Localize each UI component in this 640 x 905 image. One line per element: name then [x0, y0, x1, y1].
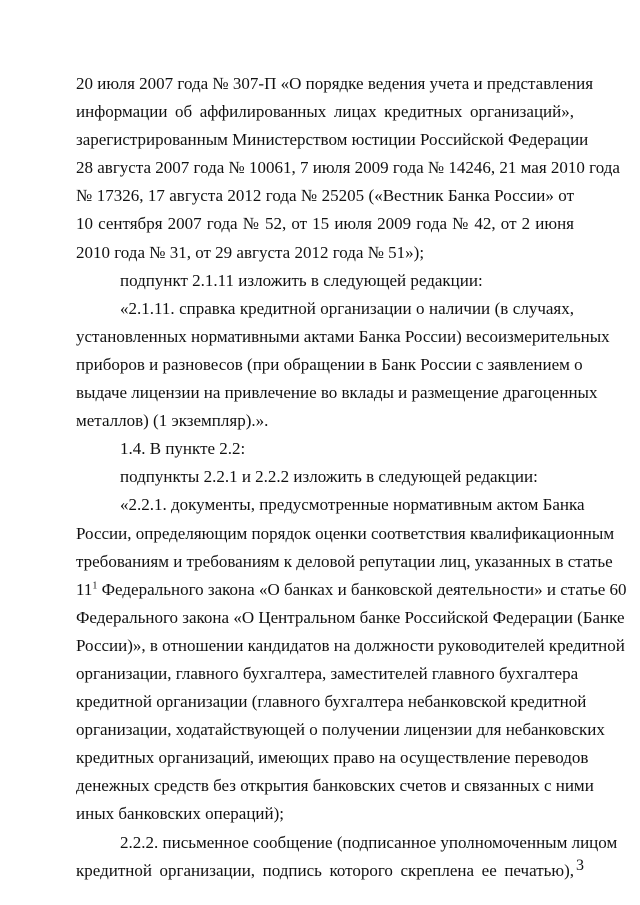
text-line: 20 июля 2007 года № 307-П «О порядке ведения учета и представления — [76, 74, 594, 93]
text-line: иных банковских операций); — [76, 804, 285, 824]
article-line-rest: Федерального закона «О банках и банковской деятельности» и статье 60 — [101, 579, 627, 599]
text-line: металлов) (1 экземпляр).». — [76, 411, 269, 431]
paragraph-start-line: подпункты 2.2.1 и 2.2.2 изложить в следующей редакции: — [120, 467, 538, 487]
text-line: организации, ходатайствующей о получении лицензии для небанковских — [76, 720, 605, 740]
section-heading-line: 1.4. В пункте 2.2: — [120, 439, 246, 459]
text-line: денежных средств без открытия банковских счетов и связанных с ними — [76, 776, 594, 796]
page-number: 3 — [576, 857, 584, 874]
text-line: организации, главного бухгалтера, заместителей главного бухгалтера — [76, 663, 579, 683]
paragraph-start-line: «2.1.11. справка кредитной организации о наличии (в случаях, — [120, 298, 574, 318]
text-line: информации об аффилированных лицах кредитных организаций», — [76, 102, 574, 122]
text-line: 2010 года № 31, от 29 августа 2012 года № 51»); — [76, 242, 425, 262]
text-line: № 17326, 17 августа 2012 года № 25205 («Вестник Банка России» от — [76, 186, 574, 206]
text-line: кредитных организаций, имеющих право на осуществление переводов — [76, 748, 589, 768]
text-line: зарегистрированным Министерством юстиции Российской Федерации — [76, 130, 589, 150]
text-line-with-article-ref — [76, 576, 627, 604]
text-line: выдаче лицензии на привлечение во вклады и размещение драгоценных — [76, 383, 598, 403]
text-line: кредитной организации, подпись которого скреплена ее печатью), — [76, 860, 574, 880]
paragraph-start-line: подпункт 2.1.11 изложить в следующей редакции: — [120, 270, 483, 290]
document-text — [76, 70, 627, 885]
text-line: 28 августа 2007 года № 10061, 7 июля 2009 года № 14246, 21 мая 2010 года — [76, 158, 620, 178]
article-number: 11 — [76, 579, 93, 599]
text-line: приборов и разновесов (при обращении в Банк России с заявлением о — [76, 354, 583, 374]
text-line: кредитной организации (главного бухгалтера небанковской кредитной — [76, 692, 587, 712]
text-line: Федерального закона «О Центральном банке Российской Федерации (Банке — [76, 607, 625, 627]
article-superscript: 1 — [92, 580, 98, 592]
text-line: установленных нормативными актами Банка России) весоизмерительных — [76, 326, 610, 346]
paragraph-start-line: «2.2.1. документы, предусмотренные нормативным актом Банка — [120, 495, 585, 515]
text-line: России, определяющим порядок оценки соответствия квалификационным — [76, 523, 615, 543]
text-line: требованиям и требованиям к деловой репутации лиц, указанных в статье — [76, 551, 613, 571]
text-line: России)», в отношении кандидатов на должности руководителей кредитной — [76, 635, 625, 655]
paragraph-start-line: 2.2.2. письменное сообщение (подписанное уполномоченным лицом — [120, 832, 618, 852]
text-line: 10 сентября 2007 года № 52, от 15 июля 2009 года № 42, от 2 июня — [76, 214, 574, 234]
